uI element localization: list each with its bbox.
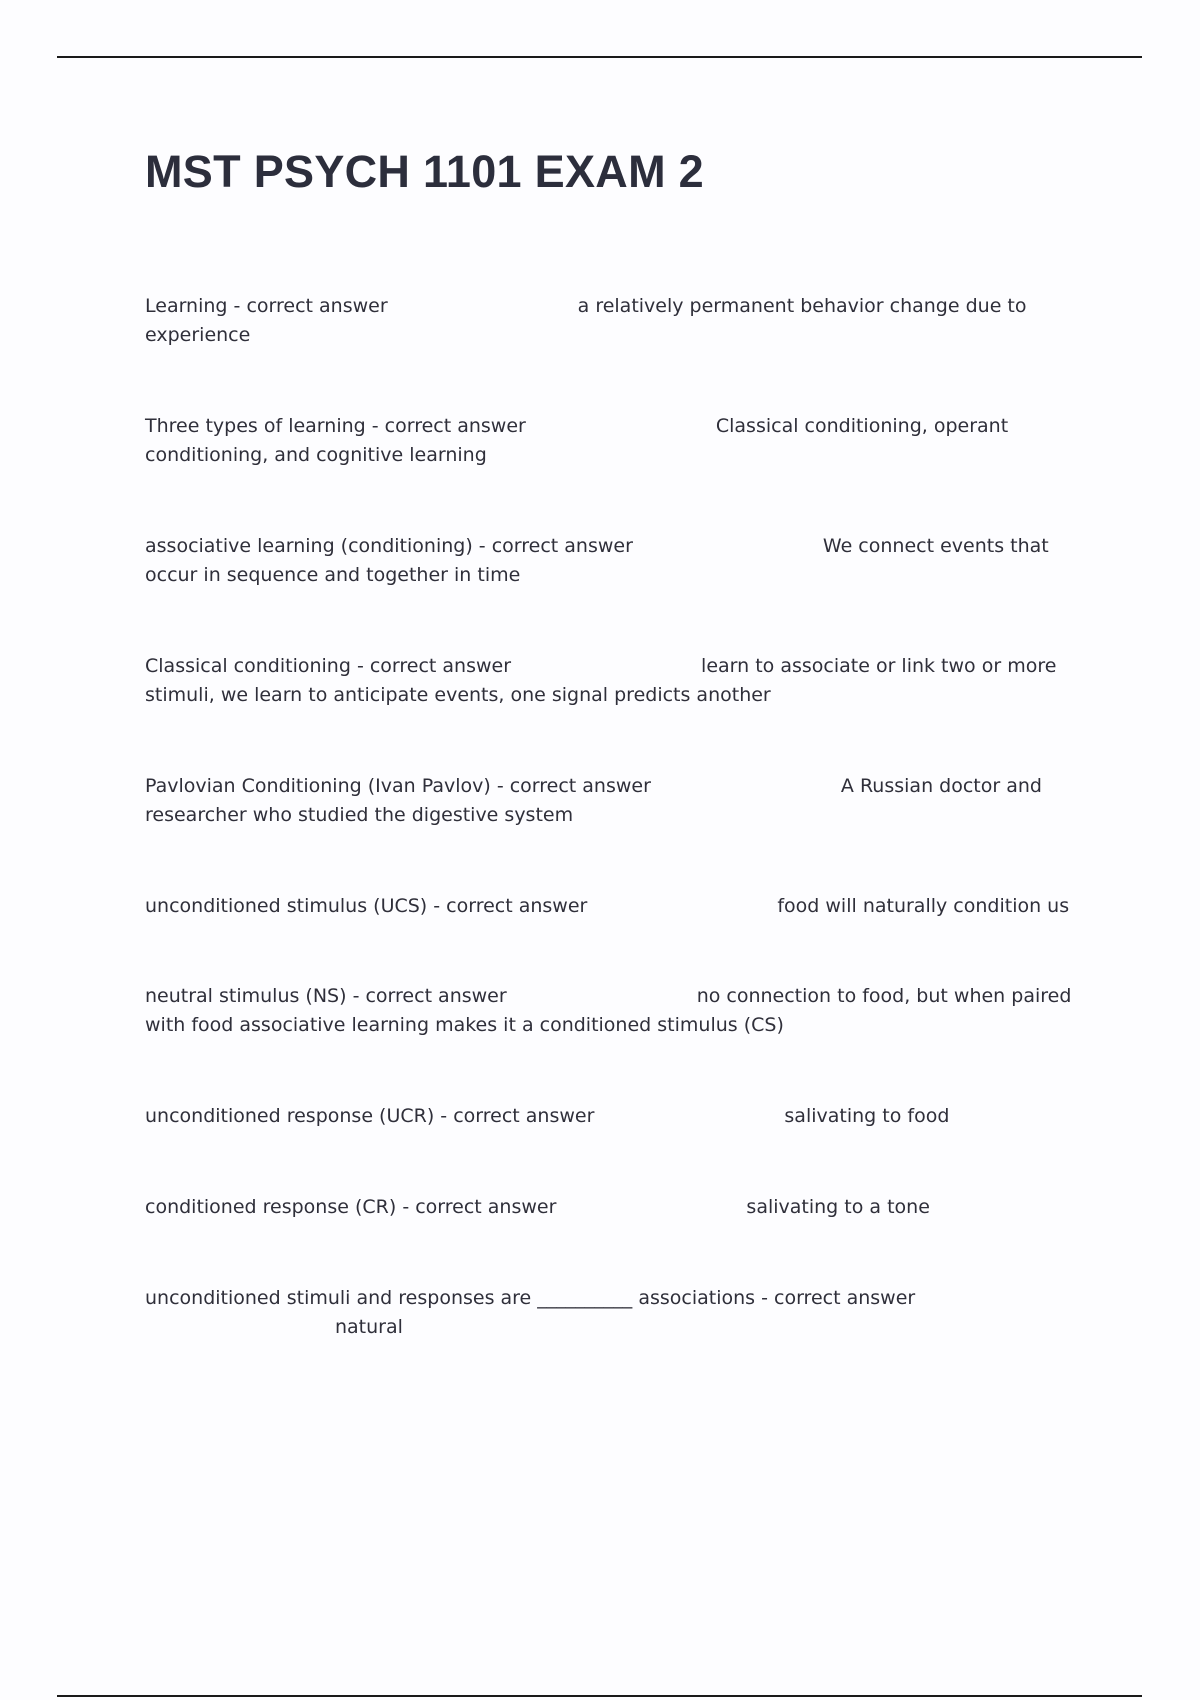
- qa-separator: -: [350, 655, 370, 677]
- qa-answer: food will naturally condition us: [777, 895, 1070, 917]
- qa-answer: a relatively permanent behavior change due to experience: [145, 295, 1027, 346]
- qa-answer: Classical conditioning, operant conditioning, and cognitive learning: [145, 415, 1009, 466]
- qa-answer: learn to associate or link two or more stimuli, we learn to anticipate events, one signal predicts another: [145, 655, 1057, 706]
- qa-answer-tag: correct answer: [369, 655, 512, 677]
- qa-item: [145, 1284, 1085, 1342]
- qa-term: associative learning (conditioning): [145, 535, 473, 557]
- qa-item: [145, 532, 1085, 590]
- qa-answer-tag: correct answer: [446, 895, 588, 917]
- qa-answer-tag: correct answer: [774, 1287, 916, 1309]
- qa-separator: -: [227, 295, 247, 317]
- qa-term: conditioned response (CR): [145, 1196, 397, 1218]
- qa-answer-tag: correct answer: [415, 1196, 557, 1218]
- qa-term: unconditioned response (UCR): [145, 1105, 435, 1127]
- bottom-rule: [57, 1695, 1142, 1697]
- qa-item: [145, 982, 1085, 1040]
- qa-term: unconditioned stimuli and responses are __________ associations: [145, 1287, 756, 1309]
- qa-answer: no connection to food, but when paired with food associative learning makes it a conditioned stimulus (CS): [145, 985, 1072, 1036]
- document-title: MST PSYCH 1101 EXAM 2: [145, 146, 704, 197]
- qa-answer-tag: correct answer: [491, 535, 633, 557]
- qa-separator: -: [365, 415, 385, 437]
- qa-answer-tag: correct answer: [365, 985, 507, 1007]
- qa-answer: salivating to a tone: [746, 1196, 930, 1218]
- qa-term: Three types of learning: [145, 415, 366, 437]
- qa-answer-tag: correct answer: [453, 1105, 595, 1127]
- qa-term: Learning: [145, 295, 228, 317]
- qa-item: [145, 412, 1085, 470]
- qa-item: [145, 292, 1085, 350]
- qa-separator: -: [427, 895, 447, 917]
- qa-answer-tag: correct answer: [246, 295, 388, 317]
- qa-answer: salivating to food: [784, 1105, 950, 1127]
- qa-answer: We connect events that occur in sequence and together in time: [145, 535, 1049, 586]
- qa-item: [145, 892, 1085, 921]
- qa-item: [145, 652, 1085, 710]
- qa-separator: -: [490, 775, 510, 797]
- qa-term: neutral stimulus (NS): [145, 985, 347, 1007]
- top-rule: [57, 56, 1142, 58]
- qa-item: [145, 772, 1085, 830]
- qa-answer: natural: [335, 1316, 403, 1338]
- qa-term: Pavlovian Conditioning (Ivan Pavlov): [145, 775, 491, 797]
- qa-term: Classical conditioning: [145, 655, 351, 677]
- qa-item: [145, 1193, 1085, 1222]
- qa-separator: -: [755, 1287, 774, 1309]
- qa-answer-tag: correct answer: [384, 415, 526, 437]
- qa-separator: -: [346, 985, 366, 1007]
- qa-separator: -: [472, 535, 492, 557]
- qa-term: unconditioned stimulus (UCS): [145, 895, 428, 917]
- qa-answer: A Russian doctor and researcher who studied the digestive system: [145, 775, 1042, 826]
- qa-separator: -: [396, 1196, 416, 1218]
- qa-answer-tag: correct answer: [509, 775, 651, 797]
- qa-item: [145, 1102, 1085, 1131]
- qa-separator: -: [434, 1105, 454, 1127]
